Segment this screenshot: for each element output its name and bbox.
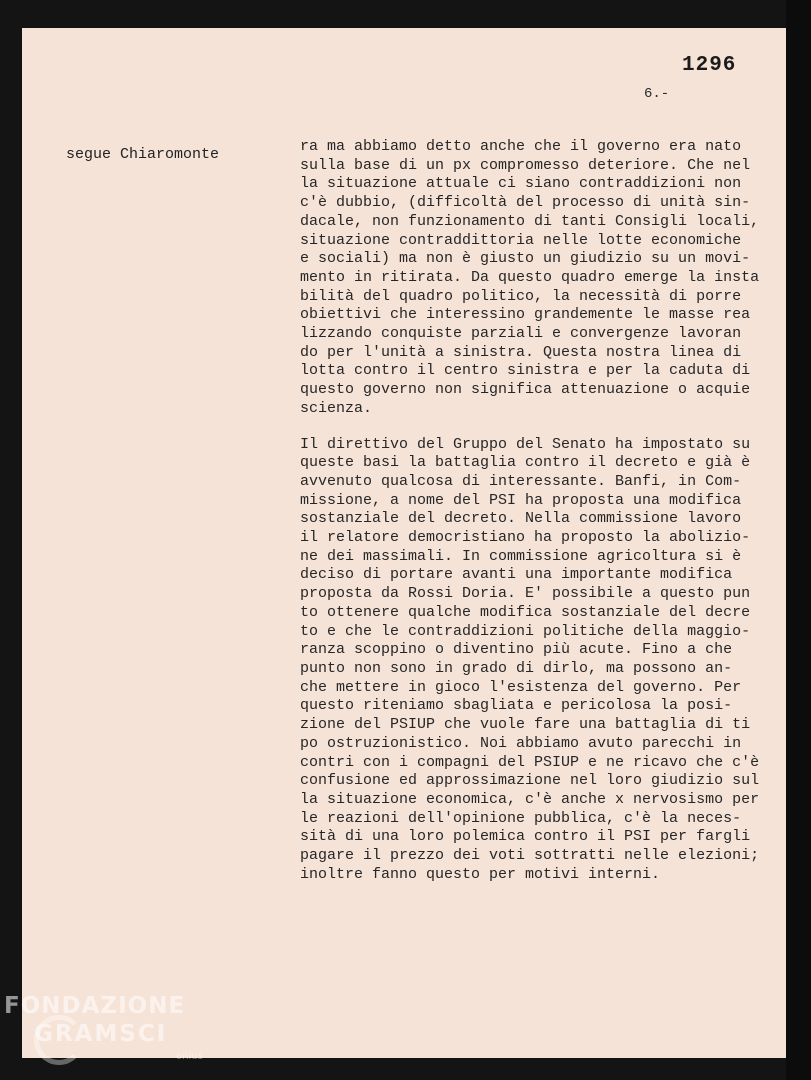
watermark-line1: FONDAZIONE — [4, 993, 186, 1019]
page-index: 6.- — [644, 86, 670, 102]
watermark-logo-icon — [34, 1015, 84, 1065]
watermark-suffix: onlus — [176, 1051, 203, 1062]
paragraph-2: Il direttivo del Gruppo del Senato ha impostato su queste basi la battaglia contro il decreto e già è avvenuto qualcosa di interessante. Banfi, in Com- missione, a nome del PSI ha proposta una modifica sostanziale del decreto. Nella commissione lavoro il relatore democristiano ha proposto la abolizio- ne dei massimali. In commissione agricoltura si è deciso di portare avanti una importante modifica proposta da Rossi Doria. E' possibile a questo pun to ottenere qualche modifica sostanziale del decre to e che le contraddizioni politiche della maggio- ranza scoppino o diventino più acute. Fino a che punto non sono in grado di dirlo, ma possono an- che mettere in gioco l'esistenza del governo. Per questo riteniamo sbagliata e pericolosa la posi- zione del PSIUP che vuole fare una battaglia di ti po ostruzionistico. Noi abbiamo avuto parecchi in contri con i compagni del PSIUP e ne ricavo che c'è confusione ed approssimazione nel loro giudizio sul la situazione economica, c'è anche x nervosismo per le reazioni dell'opinione pubblica, c'è la neces- sità di una loro polemica contro il PSI per fargli pagare il prezzo dei voti sottratti nelle elezioni; inoltre fanno questo per motivi interni. — [300, 435, 760, 883]
paragraph-1: ra ma abbiamo detto anche che il governo era nato sulla base di un px compromesso deteriore. Che nel la situazione attuale ci siano contraddizioni non c'è dubbio, (difficoltà del processo di unità sin- dacale, non funzionamento di tanti Consigli locali, situazione contraddittoria nelle lotte economiche e sociali) ma non è giusto un giudizio su un movi- mento in ritirata. Da questo quadro emerge la insta bilità del quadro politico, la necessità di porre obiettivi che interessino grandemente le masse rea lizzando conquiste parziali e convergenze lavoran do per l'unità a sinistra. Questa nostra linea di lotta contro il centro sinistra e per la caduta di questo governo non significa attenuazione o acquie scienza. — [300, 138, 760, 417]
archive-watermark — [4, 993, 203, 1062]
watermark-line2: GRAMSCI — [34, 1021, 168, 1047]
document-page — [22, 28, 786, 1058]
body-text — [300, 138, 790, 884]
page-number: 1296 — [682, 54, 737, 77]
speaker-label: segue Chiaromonte — [66, 146, 220, 163]
